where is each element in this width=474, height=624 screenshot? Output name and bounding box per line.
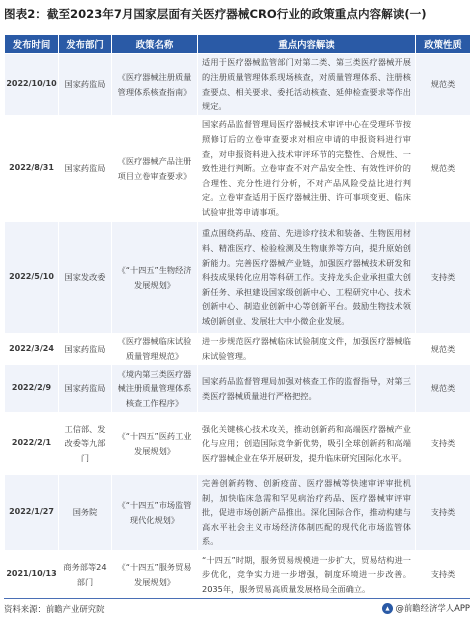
row-policy-name: 《“十四五”市场监管现代化规划》 xyxy=(112,475,198,551)
row-dept: 商务部等24部门 xyxy=(59,551,112,599)
table-row xyxy=(5,334,471,365)
figure-title: 图表2：截至2023年7月国家层面有关医疗器械CRO行业的政策重点内容解读(一) xyxy=(4,7,427,21)
row-policy-name: 《医疗器械临床试验质量管理规范》 xyxy=(112,334,198,365)
row-type: 支持类 xyxy=(416,222,471,334)
row-policy-name: 《医疗器械产品注册项目立卷审查要求》 xyxy=(112,116,198,222)
row-date: 2022/2/9 xyxy=(5,365,59,413)
column-header-type: 政策性质 xyxy=(416,35,471,54)
row-content: “十四五”时期，服务贸易规模进一步扩大，贸易结构进一步优化，竞争实力进一步增强，制度环境进一步改善。2035年，服务贸易高质量发展格局全面确立。 xyxy=(198,551,416,599)
row-type: 规范类 xyxy=(416,365,471,413)
row-dept: 国家发改委 xyxy=(59,222,112,334)
brand-credit xyxy=(382,602,470,614)
row-date: 2021/10/13 xyxy=(5,551,59,599)
column-header-content: 重点内容解读 xyxy=(198,35,416,54)
row-policy-name: 《境内第三类医疗器械注册质量管理体系核查工作程序》 xyxy=(112,365,198,413)
row-content: 国家药品监督管理局医疗器械技术审评中心在受理环节按照修订后的立卷审查要求对相应申请的申报资料进行审查，对申报资料进入技术审评环节的完整性、合规性、一致性进行判断。立卷审查不对产品安全性、有效性评价的合理性、充分性进行分析，不对产品风险受益比进行判定。立卷审查适用于医疗器械注册、许可事项变更、临床试验审批等申请事项。 xyxy=(198,116,416,222)
row-type: 支持类 xyxy=(416,475,471,551)
brand-logo-icon xyxy=(382,603,393,614)
row-content: 国家药品监督管理局加强对核查工作的监督指导，对第三类医疗器械质量进行严格把控。 xyxy=(198,365,416,413)
table-row xyxy=(5,413,471,475)
row-dept: 国家药监局 xyxy=(59,54,112,116)
row-content: 强化关键核心技术攻关，推动创新药和高端医疗器械产业化与应用；创造国际竞争新优势，吸引全球创新药和高端医疗器械企业在华开展研发，提升临床研究国际化水平。 xyxy=(198,413,416,475)
row-policy-name: 《“十四五”服务贸易发展规划》 xyxy=(112,551,198,599)
brand-label: @前瞻经济学人APP xyxy=(395,603,470,613)
row-policy-name: 《“十四五”生物经济发展规划》 xyxy=(112,222,198,334)
row-dept: 国家药监局 xyxy=(59,334,112,365)
column-header-date: 发布时间 xyxy=(5,35,59,54)
row-date: 2022/5/10 xyxy=(5,222,59,334)
row-policy-name: 《“十四五”医药工业发展规划》 xyxy=(112,413,198,475)
row-type: 支持类 xyxy=(416,413,471,475)
row-date: 2022/2/1 xyxy=(5,413,59,475)
footer-divider xyxy=(4,598,470,599)
row-policy-name: 《医疗器械注册质量管理体系核查指南》 xyxy=(112,54,198,116)
policy-table xyxy=(4,34,471,599)
row-dept: 国家药监局 xyxy=(59,365,112,413)
column-header-name: 政策名称 xyxy=(112,35,198,54)
row-dept: 国家药监局 xyxy=(59,116,112,222)
row-dept: 国务院 xyxy=(59,475,112,551)
source-note: 资料来源：前瞻产业研究院 xyxy=(4,604,105,614)
row-date: 2022/1/27 xyxy=(5,475,59,551)
row-content: 重点围绕药品、疫苗、先进诊疗技术和装备、生物医用材料、精准医疗、检验检测及生物康养等方向，提升原始创新能力。完善医疗器械产业链，加强医疗器械技术研发和科技成果转化应用等科研工作。支持龙头企业承担重大创新任务、承担建设国家级创新中心、工程研究中心、技术创新中心、制造业创新中心等创新平台。鼓励生物技术领域创新创业、发展壮大中小微企业发展。 xyxy=(198,222,416,334)
table-row xyxy=(5,475,471,551)
table-row xyxy=(5,116,471,222)
row-type: 规范类 xyxy=(416,54,471,116)
row-date: 2022/10/10 xyxy=(5,54,59,116)
table-row xyxy=(5,54,471,116)
row-type: 规范类 xyxy=(416,116,471,222)
table-header xyxy=(5,35,471,54)
table-row xyxy=(5,551,471,599)
table-row xyxy=(5,365,471,413)
column-header-dept: 发布部门 xyxy=(59,35,112,54)
table-body xyxy=(5,54,471,599)
row-type: 支持类 xyxy=(416,551,471,599)
row-content: 进一步规范医疗器械临床试验制度文件，加强医疗器械临床试验管理。 xyxy=(198,334,416,365)
row-content: 完善创新药物、创新疫苗、医疗器械等快速审评审批机制，加快临床急需和罕见病治疗药品、医疗器械审评审批，促进市场创新产品推出。深化国际合作，推动构建与高水平社会主义市场经济体制匹配的现代化市场监管体系。 xyxy=(198,475,416,551)
row-date: 2022/3/24 xyxy=(5,334,59,365)
row-dept: 工信部、发改委等九部门 xyxy=(59,413,112,475)
row-type: 规范类 xyxy=(416,334,471,365)
row-content: 适用于医疗器械监管部门对第二类、第三类医疗器械开展的注册质量管理体系现场核查，对质量管理体系、注册核查要点、相关要求、委托活动核查、延伸检查要求等作出规定。 xyxy=(198,54,416,116)
row-date: 2022/8/31 xyxy=(5,116,59,222)
table-row xyxy=(5,222,471,334)
